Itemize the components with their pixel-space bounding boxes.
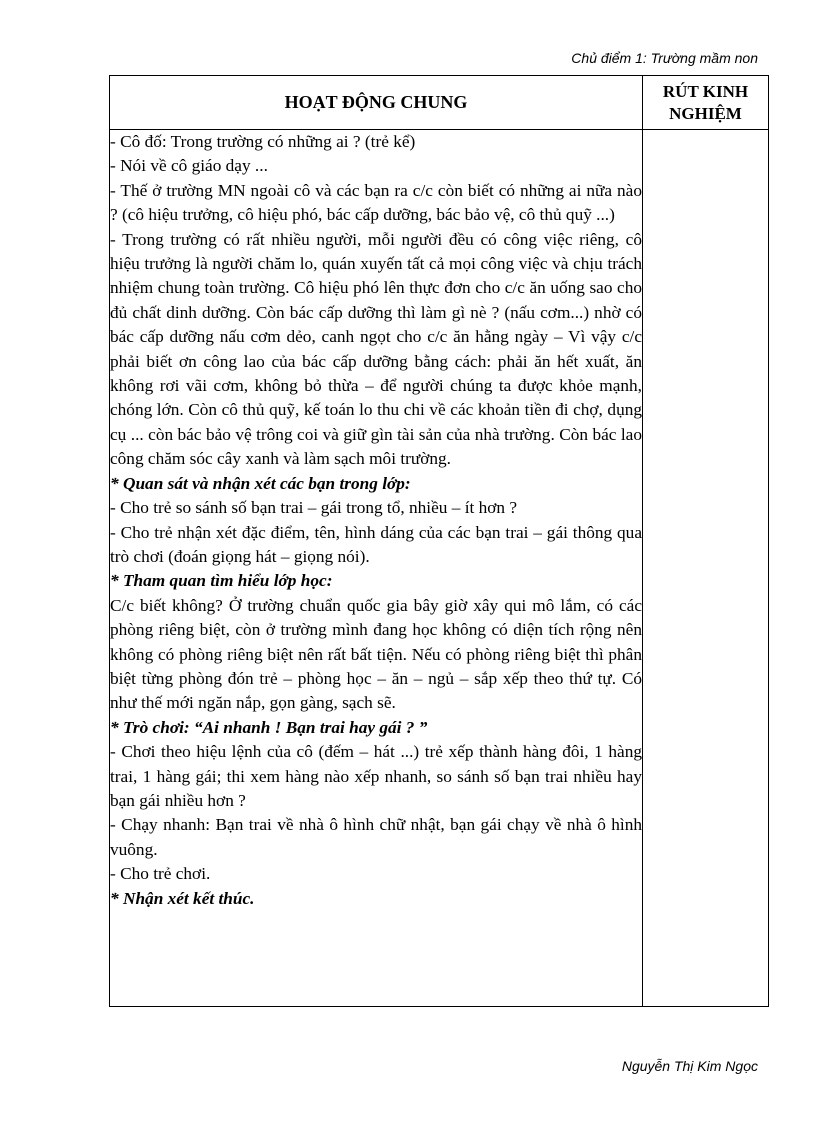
paragraph: - Thế ở trường MN ngoài cô và các bạn ra c/c còn biết có những ai nữa nào ? (cô hiệu trưởng, cô hiệu phó, bác cấp dưỡng, bác bảo vệ, cô thủ quỹ ...) bbox=[110, 180, 642, 225]
paragraph: C/c biết không? Ở trường chuẩn quốc gia bây giờ xây qui mô lắm, có các phòng riêng biệt, còn ở trường mình đang học không có diện tích rộng nên không có phòng riêng biệt nên rất bất tiện. Nếu có phòng riêng biệt thì phân biệt từng phòng đón trẻ – phòng học – ăn – ngủ – sắp xếp theo thứ tự. Có như thế mới ngăn nắp, gọn gàng, sạch sẽ. bbox=[110, 595, 642, 713]
column-header-experience bbox=[643, 76, 769, 130]
section-heading-conclusion: * Nhận xét kết thúc. bbox=[110, 888, 255, 908]
experience-header-line-1: RÚT KINH bbox=[662, 81, 749, 101]
paragraph: - Cho trẻ so sánh số bạn trai – gái trong tổ, nhiều – ít hơn ? bbox=[110, 498, 518, 518]
paragraph: - Chơi theo hiệu lệnh của cô (đếm – hát ...) trẻ xếp thành hàng đôi, 1 hàng trai, 1 hàng gái; thi xem hàng nào xếp nhanh, so sánh số bạn trai nhiều hay bạn gái nhiều hơn ? bbox=[110, 742, 642, 810]
paragraph: - Trong trường có rất nhiều người, mỗi người đều có công việc riêng, cô hiệu trưởng là người chăm lo, quán xuyến tất cả mọi công việc và chịu trách nhiệm chung toàn trường. Cô hiệu phó lên thực đơn cho c/c ăn uống sao cho đủ chất dinh dưỡng. Còn bác cấp dưỡng thì làm gì nè ? (nấu cơm...) nhờ có bác cấp dưỡng nấu cơm dẻo, canh ngọt cho c/c ăn hằng ngày – Vì vậy c/c phải biết ơn công lao của bác cấp dưỡng bằng cách: phải ăn hết xuất, ăn không rơi vãi cơm, không bỏ thừa – để người chúng ta được khỏe mạnh, chóng lớn. Còn cô thủ quỹ, kế toán lo thu chi về các khoản tiền đi chợ, dụng cụ ... còn bác bảo vệ trông coi và giữ gìn tài sản của nhà trường. Còn bác lao công chăm sóc cây xanh và làm sạch môi trường. bbox=[110, 229, 642, 469]
paragraph: - Cho trẻ chơi. bbox=[110, 864, 211, 884]
section-heading-observe: * Quan sát và nhận xét các bạn trong lớp: bbox=[110, 473, 411, 493]
column-header-general-activity: HOẠT ĐỘNG CHUNG bbox=[110, 76, 643, 130]
paragraph: - Cô đố: Trong trường có những ai ? (trẻ kể) bbox=[110, 132, 416, 151]
paragraph: - Nói về cô giáo dạy ... bbox=[110, 156, 268, 176]
topic-header: Chủ điểm 1: Trường mầm non bbox=[571, 50, 758, 66]
section-heading-classroom-tour: * Tham quan tìm hiểu lớp học: bbox=[110, 571, 333, 591]
paragraph: - Chạy nhanh: Bạn trai về nhà ô hình chữ nhật, bạn gái chạy về nhà ô hình vuông. bbox=[110, 815, 642, 859]
paragraph: - Cho trẻ nhận xét đặc điểm, tên, hình dáng của các bạn trai – gái thông qua trò chơi (đoán giọng hát – giọng nói). bbox=[110, 522, 642, 566]
activity-content-cell bbox=[110, 130, 643, 1007]
activity-table bbox=[109, 75, 769, 1007]
experience-notes-cell bbox=[643, 130, 769, 1007]
author-footer: Nguyễn Thị Kim Ngọc bbox=[621, 1058, 758, 1074]
section-heading-game: * Trò chơi: “Ai nhanh ! Bạn trai hay gái ? ” bbox=[110, 717, 428, 737]
experience-header-line-2: NGHIỆM bbox=[669, 103, 742, 123]
